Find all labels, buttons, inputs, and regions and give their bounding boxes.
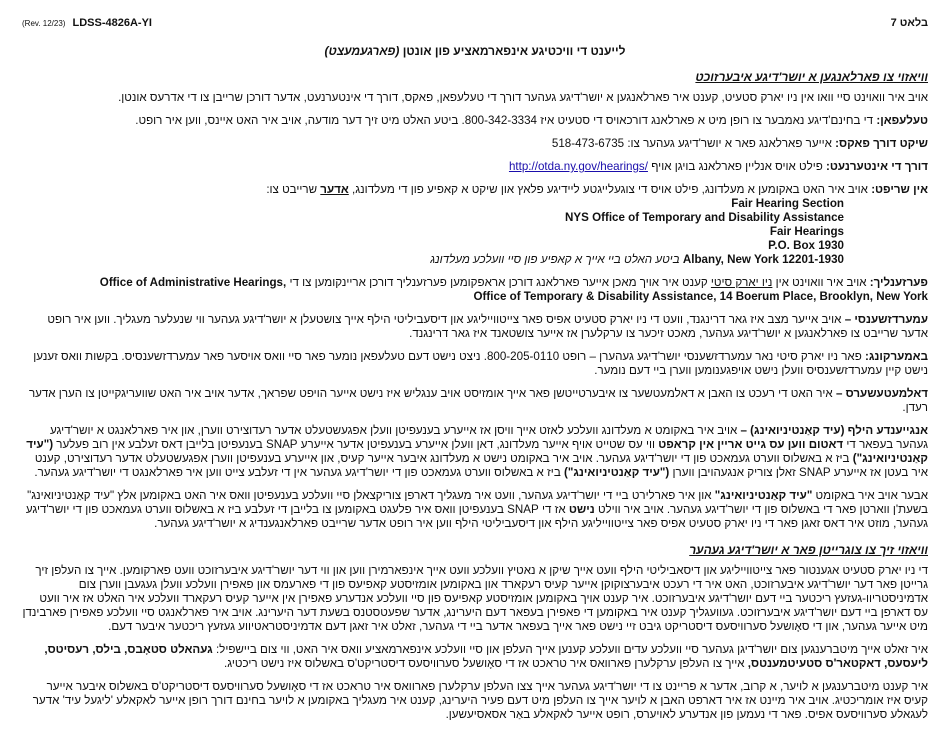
interpreters-paragraph (22, 387, 928, 415)
warning-text: אז די SNAP בענעפיטן וואס איר פלעגט באקומען צו בלייבן די זעלבע ביז א באשלוס ווערט געמאכט פון די יושר'דיגע געהער, מוזט איר דאס זאגן פאר די ניו יארק סטעיט אפיס פאר צייטווייליגע הילף און דיסעביליטי הילף ווען איר רופט אדער שרייבט פארלאנגענדיג א יושר'דיגע געהער. (25, 503, 928, 530)
section-heading-request-hearing: וויאזוי צו פארלאנגען א יושר'דיגע איבערזוכט (695, 70, 928, 84)
section-heading-prepare-hearing: וויאזוי זיך צו צוגרייטן פאר א יושר'דיגע געהער (689, 543, 928, 557)
aid-continuing-term: "עיד קאַנטיניואינג" (714, 489, 813, 502)
title-note: (פארגעמעצט) (324, 44, 400, 58)
fax-label: שיקט דורך פאקס: (835, 137, 928, 150)
address-line-last (22, 253, 844, 267)
internet-text: פילט אויס אנליין פארלאנג בויגן אויף (651, 160, 823, 173)
revision-date: (Rev. 12/23) (22, 18, 66, 28)
aid-continuing-label: אנגייענדע הילף (עיד קאַנטיניואינג) – (740, 424, 928, 437)
aid-text: ביז א באשלוס ווערט געמאכט פון די יושר'דיגע געהער אין די זעלבע צייט ווען איר פארלאנגט די יושר'דיגע געהער. (34, 466, 561, 479)
in-person-label: פערזענליך: (869, 276, 928, 289)
address-line: Fair Hearing Section (731, 197, 844, 210)
note-paragraph (22, 350, 928, 378)
writing-label: אין שריפט: (871, 183, 928, 196)
not-term: נישט (568, 503, 595, 516)
aid-continuing-term: ("עיד קאַנטיניואינג") (26, 438, 928, 465)
bring-evidence-paragraph (22, 643, 928, 671)
prepare-paragraph: די ניו יארק סטעיט אגענטור פאר צייטווייליגע און דיסאביליטי הילף וועט אייך שיקן א נאטיץ וועלכע וועט אייך אינפארמירן ווען און ווי דער יושר'דיגע איבערזוכט וועט פארקומען. אייך צו העלפן זיך גרייטן פאר דער יושר'דיגע איבערזוכט, האט איר די רעכט איבערצוקוקן אייער קעיס רעקארד און באקומען אומזיסטע קאפיעס פון די פארעמס און פאפירן וועלכע וועלן געגעבן ווערן צום אדמיניסטריוו-געזעץ ריכטער ביי דעם יושר'דיגע איבערזוכט. איר קענט אויך באקומען אומזיסטע קאפיעס פון סיי וועלכע אנדערע פאפירן אין אייער קעיס רעקארד וועלכע איר האלט אז איר וועט עס דארפן ביי דעם יושר'דיגע איבערזוכט. געוועגליך קענט איר באקומען די פאפירן בעפאר דעם היערינג, אדער שפעטסטנס בשעת דער היערינג. אויב איר פארלאנגט סיי וועלכע פאפירן פארבינדן מיט אייער געהער, און די סאָושעל סערוויסעס דיסטריקט גיבט זיי נישט פאר אייך בעפאר אדער ביי די געהער, זאלט איר זאגן דעם אדמיניסטראטיווע געזעץ ריכטער איבער דעם. (22, 564, 928, 633)
aid-text: ביז א באשלוס ווערט געמאכט פון די יושר'דיגע געהער. אויב איר באקומט נישט א מעלדונג איבער אייער קעיס, און אייערע בענעפיטן ווערן אפגעשטעלט אדער רעדוצירט, קענט איר בעטן אז אייערע SNAP זאלן צוריק אנגעהויבן ווערן (34, 452, 928, 479)
aid-text: ווי עס שטייט אויף אייער מעלדונג, דאן וועלן אייערע בענעפיטן אדער אייערע SNAP בענעפיטן בלייבן דאס זעלבע אין רוב פעלער (56, 438, 655, 451)
fax-text: אייער פארלאנג פאר א יושר'דיגע געהער צו: (627, 137, 832, 150)
page-header (22, 14, 928, 32)
evidence-examples: געהאלט סטאָבס, בילס, רעסיטס, ליעסעס, דאקטאר'ס סטעיטמענטס, (44, 643, 928, 670)
aid-text: אויב איר באקומט א מעלדונג וועלכע לאזט אייך וויסן אז אייערע בענעפיטן וועלן אפגעשטעלט אדער רעדוצירט ווערן, און איר פארלאנגט א יושר'דיגע געהער בעפאר די (50, 424, 928, 451)
internet-label: דורך די אינטערנעט: (826, 160, 928, 173)
lawyer-paragraph: איר קענט מיטברענגען א לויער, א קרוב, אדער א פריינט צו די יושר'דיגע געהער אייך צצו העלפן ערקלערן פארוואס איר טראכט אז די סאָושעל סערוויסעס דיסטריקט'ס באשלוס איבער אייער קעיס איז אומריכטיג. אויב איר מיינט אז איר דארפט האבן א לויער אייך צו העלפן מיט דעם פעיר היערינג, קענט איר מעגליך באקומען א לויער בחינם דורך רופן אייער לאקאלע 'ליגעל עיד' אדער לעגאלע סערוויסעס אפיס. פאר די נעמען פון אנדערע לאויערס, רופט אייער לאקאלע באַר אסאסיעשען. (32, 680, 928, 721)
office-name: Office of Administrative Hearings, (99, 276, 287, 289)
address-line: Fair Hearings (769, 225, 844, 238)
aid-continuing-term: ("עיד קאַנטיניואינג") (564, 466, 670, 479)
emergencies-label: עמערדזשענסי – (844, 313, 928, 326)
fax-number: 518-473-6735 (551, 137, 625, 150)
writing-text-after: שרייבט צו: (266, 183, 318, 196)
intro-paragraph: אויב איר וואוינט סיי וואו אין ניו יארק סטעיט, קענט איר פארלאנגען א יושר'דיגע געהער דורך די טעלעפאן, פאקס, דורך די אינטערנעט, אדער דורכן שרייבן צו די אדרעס אונטן. (118, 91, 928, 104)
form-identifier (22, 16, 152, 31)
page-title (22, 44, 928, 58)
address-line: NYS Office of Temporary and Disability Assistance (565, 211, 844, 224)
phone-paragraph (22, 114, 928, 128)
page-number: בלאט 7 (890, 17, 928, 29)
emergencies-paragraph (22, 313, 928, 341)
interpreters-text: איר האט די רעכט צו האבן א דאלמעטשער צו איבערטייטשן פאר אייך אומזיסט אויב ענגליש איז נישט אייער הויפט שפראך, אדער אויב איר האט שוועריגקייטן צו הערן אדער רעדן. (28, 387, 928, 414)
address-note: ביטע האלט ביי אייך א קאפיע פון סיי וועלכע מעלדונג (430, 253, 680, 266)
in-person-text-after: קענט איר אויך מאכן אייער פארלאנג דורכן אראפקומען פערזענליך דורכן אריינקומען צו די (289, 276, 708, 289)
note-text: פאר ניו יארק סיטי נאר עמערדזשענסי יושר'דיגע געהערן – רופט 800-205-0110. ניצט נישט דעם טעלעפאן נומער פאר סיי וואס אויסער פאר עמערדזשענסיס. בקשות וואס זענען נישט קיין עמערדזשענסיס וועלן נישט אויפגענומען ווערן ביי דעם נומער. (33, 350, 928, 377)
effective-date-term: דאטום ווען עס גייט אריין אין קראפט (658, 438, 844, 451)
phone-text: די בחינם'דיגע נאמבער צו רופן מיט א פארלאנג דורכאויס די סטעיט איז 800-342-3334. ביטע האלט מיט זיך דער מודעה, אויב איר האט איינס, ווען איר רופט. (135, 114, 874, 127)
emergencies-text: אויב אייער מצב איז גאר דרינגנד, וועט די ניו יארק סטעיט אפיס פאר צייטווייליגע און דיסעביליטי הילף אייך צושטעלן א יושר'דיגע געהער ווי שנעלער מעגליך. ווען איר רופט אדער שרייבט צו פארלאנגען א יושר'דיגע געהער, מאכט זיכער צו ערקלערן אז אייער צושטאנד איז גאר דרינגנד. (47, 313, 928, 340)
office-address: Office of Temporary & Disability Assistance, 14 Boerum Place, Brooklyn, New York (473, 290, 928, 303)
writing-paragraph (22, 183, 928, 197)
writing-text-before: אויב איר האט באקומען א מעלדונג, פילט אויס די צוגעלייגטע ליידיגע פלאץ און שיקט א קאפיע פון די מעלדונג, (352, 183, 868, 196)
warning-text: און איר פארלירט ביי די יושר'דיגע געהער, וועט איר מעגליך דארפן צוריקצאלן סיי וועלכע בענעפיטן וואס איר האט באקומען אלץ "עיד קאַנטיניואינג" בשעת'ן ווארטן פאר די באשלוס פון די יושר'דיגע געהער. אויב איר ווילט (27, 489, 928, 516)
in-person-paragraph (22, 276, 928, 290)
warning-text: אבער אויב איר באקומט (815, 489, 928, 502)
evidence-text: איר זאלט אייך מיטברענגען צום יושר'דיגן געהער סיי וועלכע עדים וועלכע קענען אייך העלפן און סיי וועלכע אינפארמאציע וואס איר האט, ווי צום ביישפיל: (215, 643, 928, 656)
fax-paragraph (22, 137, 928, 151)
evidence-text: אייך צו העלפן ערקלערן פארוואס איר טראכט אז די סאָושעל סערוויסעס דיסטריקט'ס באשלוס איז נישט ריכטיג. (224, 657, 745, 670)
aid-continuing-warning-paragraph (22, 489, 928, 531)
internet-paragraph (22, 160, 928, 174)
title-main: לייענט די וויכטיגע אינפארמאציע פון אונטן (402, 44, 626, 58)
in-person-text-before: אויב איר וואוינט אין (775, 276, 867, 289)
phone-label: טעלעפאן: (876, 114, 928, 127)
note-label: באמערקונג: (865, 350, 928, 363)
mailing-address (22, 197, 928, 267)
aid-continuing-paragraph (22, 424, 928, 480)
hearings-link[interactable]: http://otda.ny.gov/hearings/ (508, 160, 648, 173)
nyc-term: ניו יארק סיטי (710, 276, 773, 289)
address-city: Albany, New York 12201-1930 (682, 253, 844, 266)
address-line: P.O. Box 1930 (768, 239, 844, 252)
writing-or-word: אדער (320, 183, 349, 196)
interpreters-label: דאלמעטעשערס – (835, 387, 928, 400)
form-id: LDSS-4826A-YI (72, 16, 152, 29)
